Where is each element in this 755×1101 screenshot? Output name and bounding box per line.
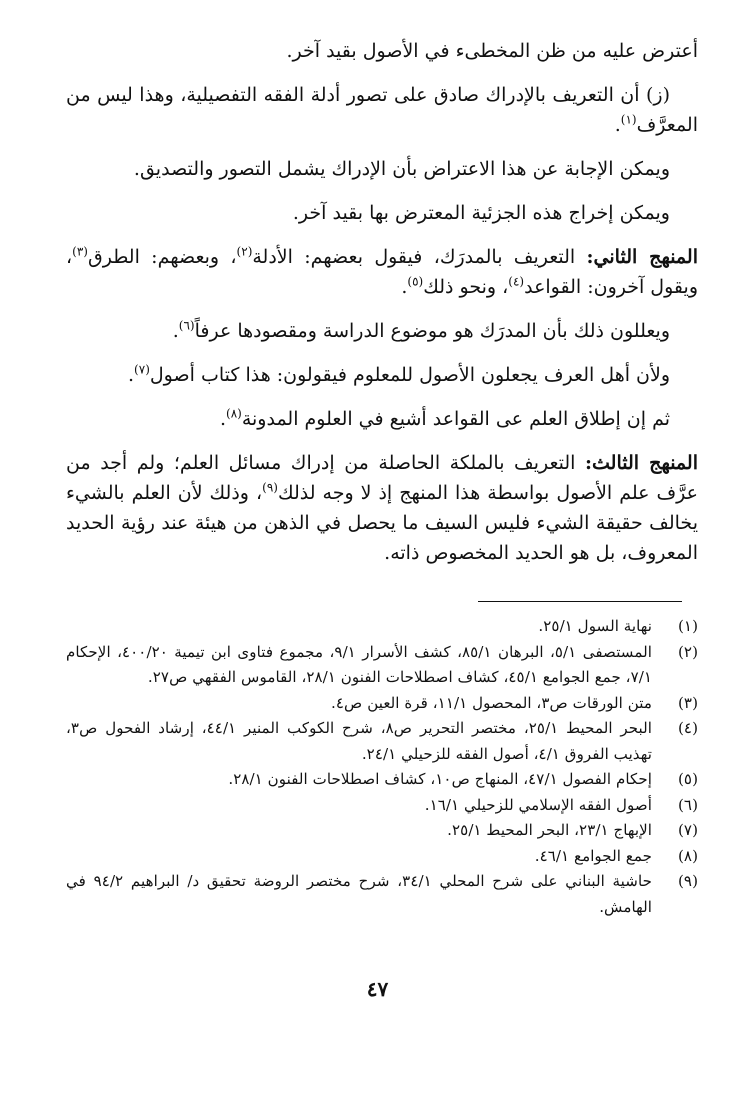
footnote-ref: (١)	[620, 112, 637, 127]
footnote-item	[66, 614, 698, 640]
footnote-number: (٨)	[677, 846, 698, 865]
paragraph-usage	[66, 404, 698, 434]
footnote-text: البحر المحيط ٢٥/١، مختصر التحرير ص٨، شرح الكوكب المنير ٤٤/١، إرشاد الفحول ص٣، تهذيب الفروق ٤/١، أصول الفقه للزحيلي ٢٤/١.	[66, 719, 652, 763]
footnote-number: (٥)	[677, 770, 698, 788]
footnote-ref: (٣)	[72, 244, 88, 259]
paragraph-text: ويعللون ذلك بأن المدرَك هو موضوع الدراسة ومقصودها عرفاً	[194, 320, 670, 342]
footnote-text: حاشية البناني على شرح المحلي ٣٤/١، شرح مختصر الروضة تحقيق د/ البراهيم ٩٤/٢ في الهامش.	[66, 872, 652, 916]
footnote-item	[66, 844, 698, 870]
section-heading: المنهج الثاني:	[586, 246, 698, 268]
footnote-item	[66, 691, 698, 717]
footnote-number: (١)	[677, 617, 698, 635]
page-number: ٤٧	[366, 977, 389, 1001]
footnote-text: نهاية السول ٢٥/١.	[538, 617, 652, 635]
footnote-item	[66, 640, 698, 691]
segment-text: ، وذلك لأن العلم بالشيء يخالف حقيقة الشيء فليس السيف ما يحصل في الذهن من هيئة عند رؤية الحديد المعروف، بل هو الحديد المخصوص ذاته.	[66, 482, 698, 564]
footnote-ref: (٧)	[134, 362, 150, 377]
paragraph-text: ويمكن إخراج هذه الجزئية المعترض بها بقيد آخر.	[292, 202, 670, 224]
paragraph-text: ثم إن إطلاق العلم عى القواعد أشيع في العلوم المدونة	[241, 408, 670, 430]
footnote-divider	[478, 601, 682, 602]
footnote-text: أصول الفقه الإسلامي للزحيلي ١٦/١.	[424, 795, 652, 814]
footnote-item	[66, 869, 698, 920]
paragraph-tail: .	[219, 408, 226, 430]
paragraph-text: (ز) أن التعريف بالإدراك صادق على تصور أدلة الفقه التفصيلية، وهذا ليس من المعرَّف	[66, 84, 698, 136]
footnote-ref: (٦)	[178, 318, 195, 333]
segment-text: ، ونحو ذلك	[423, 276, 509, 298]
section-heading: المنهج الثالث:	[585, 452, 698, 474]
footnote-number: (٧)	[677, 821, 698, 839]
paragraph-tail: .	[614, 114, 621, 136]
paragraph-continuation	[66, 36, 698, 66]
paragraph-third-method	[66, 448, 698, 568]
footnote-number: (٢)	[677, 642, 698, 661]
paragraph-objection-z	[66, 80, 698, 140]
paragraph-second-method	[66, 242, 698, 302]
segment-text: التعريف بالمدرَك، فيقول بعضهم: الأدلة	[252, 246, 587, 268]
paragraph-text: أعترض عليه من ظن المخطىء في الأصول بقيد آخر.	[286, 40, 698, 62]
footnote-text: جمع الجوامع ٤٦/١.	[534, 846, 652, 865]
paragraph-reasoning	[66, 316, 698, 346]
paragraph-text: ولأن أهل العرف يجعلون الأصول للمعلوم فيقولون: هذا كتاب أصول	[149, 364, 670, 386]
paragraph-custom	[66, 360, 698, 390]
footnote-item	[66, 818, 698, 844]
footnote-text: المستصفى ٥/١، البرهان ٨٥/١، كشف الأسرار ٩/١، مجموع فتاوى ابن تيمية ٤٠٠/٢٠، الإحكام ٧/١، جمع الجوامع ٤٥/١، كشاف اصطلاحات الفنون ٢٨/١، القاموس الفقهي ص٢٧.	[66, 642, 652, 686]
segment-text: التعريف بالملكة الحاصلة من إدراك مسائل العلم؛ ولم أجد من عرَّف علم الأصول بواسطة هذا المنهج إذ لا وجه لذلك	[66, 452, 698, 504]
footnote-ref: (٥)	[407, 274, 424, 289]
footnote-number: (٦)	[677, 795, 698, 814]
segment-text: ، ويقول آخرون: القواعد	[66, 246, 698, 298]
footnote-number: (٤)	[677, 719, 698, 737]
footnote-ref: (٢)	[236, 244, 253, 259]
footnote-number: (٩)	[677, 872, 698, 890]
footnote-item	[66, 793, 698, 819]
footnote-text: متن الورقات ص٣، المحصول ١١/١، قرة العين ص٤.	[331, 693, 652, 712]
segment-text: ، وبعضهم: الطرق	[87, 246, 237, 268]
main-text	[66, 36, 698, 582]
footnotes	[66, 614, 698, 920]
footnote-ref: (٤)	[508, 274, 525, 289]
paragraph-answer	[66, 154, 698, 184]
footnote-item	[66, 716, 698, 767]
segment-text: .	[401, 276, 408, 298]
footnote-text: إحكام الفصول ٤٧/١، المنهاج ص١٠، كشاف اصطلاحات الفنون ٢٨/١.	[228, 770, 652, 788]
footnote-ref: (٨)	[226, 406, 242, 421]
footnote-text: الإبهاج ٢٣/١، البحر المحيط ٢٥/١.	[447, 821, 652, 839]
footnote-number: (٣)	[677, 693, 698, 712]
paragraph-exclusion	[66, 198, 698, 228]
footnote-ref: (٩)	[262, 480, 278, 495]
paragraph-tail: .	[128, 364, 135, 386]
paragraph-text: ويمكن الإجابة عن هذا الاعتراض بأن الإدراك يشمل التصور والتصديق.	[133, 158, 670, 180]
footnote-item	[66, 767, 698, 793]
paragraph-tail: .	[172, 320, 179, 342]
